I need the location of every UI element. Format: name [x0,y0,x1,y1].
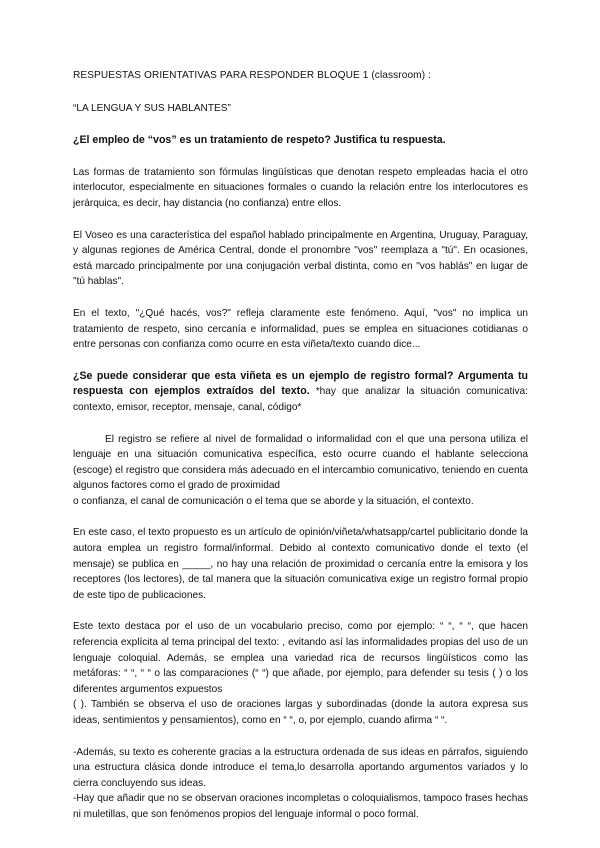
paragraph-vocabulary: Este texto destaca por el uso de un vocabulario preciso, como por ejemplo: “ “, “ “, que hacen referencia explícita al tema principal del texto: , evitando así las informalidades propias del uso de un lenguaje coloquial. Además, se emplea una variedad rica de recursos lingüísticos como las metáforas: “ “, “ “ o las comparaciones (“ “) que añade, por ejemplo, para defender su tesis ( ) o los diferentes argumentos expuestos [73,621,528,695]
question-2-note: *hay que analizar la situación comunicativa: contexto, emisor, receptor, mensaje, canal, código* [73,386,528,413]
paragraph-vos-in-text: En el texto, "¿Qué hacés, vos?" refleja claramente este fenómeno. Aquí, "vos" no implica un tratamiento de respeto, sino cercanía e informalidad, pues se emplea en situaciones cotidianas o entre personas con confianza como ocurre en esta viñeta/texto cuando dice... [73,307,528,351]
question-2 [73,369,528,416]
question-2-text: ¿Se puede considerar que esta viñeta es un ejemplo de registro formal? Argumenta tu respuesta con ejemplos extraídos del texto. [73,369,528,398]
paragraph-coherence: -Además, su texto es coherente gracias a la estructura ordenada de sus ideas en párrafos, siguiendo una estructura clásica donde introduce el tema,lo desarrolla aportando argumentos variados y lo cierra concluyendo sus ideas. [73,746,528,789]
document-header: RESPUESTAS ORIENTATIVAS PARA RESPONDER BLOQUE 1 (classroom) : [73,70,431,81]
paragraph-register-cont: o confianza, el canal de comunicación o el tema que se aborde y la situación, el contexto. [73,495,474,507]
paragraph-vocabulary-cont: ( ). También se observa el uso de oraciones largas y subordinadas (donde la autora expresa sus ideas, sentimientos y pensamientos), como en “ “, o, por ejemplo, cuando afirma “ “. [73,699,528,726]
paragraph-forms-of-address: Las formas de tratamiento son fórmulas lingüísticas que denotan respeto empleadas hacia el otro interlocutor, especialmente en situaciones formales o cuando la relación entre los interlocutores es jerárquica, es decir, hay distancia (no confianza) entre ellos. [73,166,528,209]
question-1: ¿El empleo de “vos” es un tratamiento de respeto? Justifica tu respuesta. [73,134,446,147]
paragraph-context: En este caso, el texto propuesto es un artículo de opinión/viñeta/whatsapp/cartel publicitario donde la autora emplea un registro formal/informal. Debido al contexto comunicativo donde el texto (el mensaje) se publica en _____, no hay una relación de proximidad o cercanía entre la emisora y los receptores (los lectores), de tal manera que la situación comunicativa exige un registro formal propio de este tipo de publicaciones. [73,527,528,601]
document-body [73,68,528,823]
document-topic: “LA LENGUA Y SUS HABLANTES” [73,102,231,114]
paragraph-no-colloquialisms: -Hay que añadir que no se observan oraciones incompletas o coloquialismos, tampoco frases hechas ni muletillas, que son fenómenos propios del lenguaje informal o poco formal. [73,793,528,820]
paragraph-register: El registro se refiere al nivel de formalidad o informalidad con el que una persona utiliza el lenguaje en una situación comunicativa específica, esto ocurre cuando el hablante selecciona (escoge) el registro que considera más adecuado en el intercambio comunicativo, teniendo en cuenta algunos factores como el grado de proximidad [73,433,528,492]
paragraph-voseo: El Voseo es una característica del español hablado principalmente en Argentina, Uruguay, Paraguay, y algunas regiones de América Central, donde el pronombre "vos" reemplaza a "tú". En ocasiones, está marcado principalmente por una conjugación verbal distinta, como en "vos hablás" en lugar de "tú hablas". [73,229,528,288]
